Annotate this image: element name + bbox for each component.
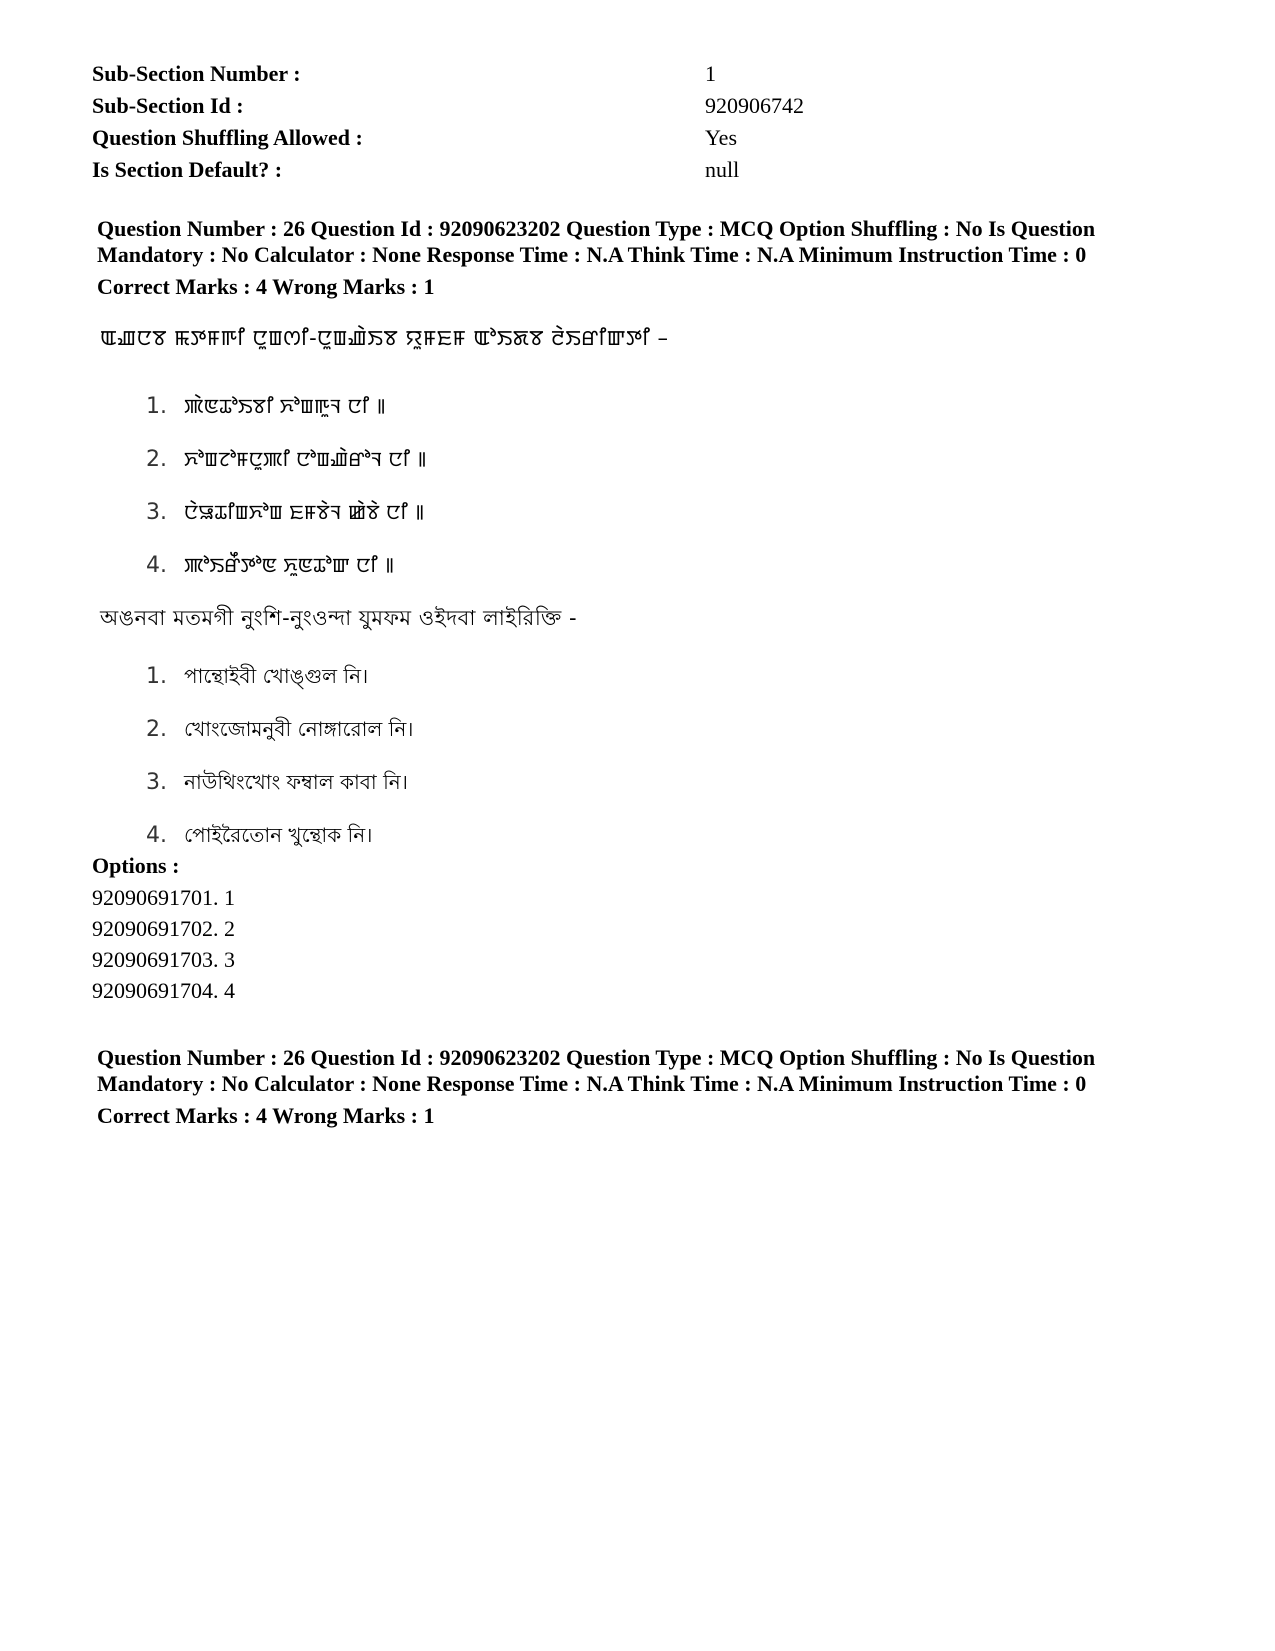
list-item: [100, 539, 740, 592]
list-item-text: ꯄꯣꯏꯔꯩꯇꯣꯟ ꯈꯨꯟꯊꯣꯛ ꯅꯤ ꯫: [184, 553, 395, 577]
list-item: [100, 650, 740, 703]
options-list: [92, 850, 235, 1006]
question-list-bengali: [100, 650, 740, 862]
question-header-line: Mandatory : No Calculator : None Response Time : N.A Think Time : N.A Minimum Instruction Time : 0: [97, 242, 1087, 267]
question-header-line: Question Number : 26 Question Id : 92090623202 Question Type : MCQ Option Shuffling : No Is Question: [97, 216, 1096, 241]
meta-value: 920906742: [705, 93, 804, 118]
question-marks: Correct Marks : 4 Wrong Marks : 1: [97, 1103, 435, 1128]
list-item-number: 2.: [146, 447, 167, 472]
list-item-text: ꯅꯥꯎꯊꯤꯡꯈꯣꯡ ꯐꯝꯕꯥꯜ ꯀꯥꯕꯥ ꯅꯤ ꯫: [184, 500, 425, 524]
list-item: [100, 380, 740, 433]
question-list-meetei: [100, 380, 740, 592]
list-item: [100, 433, 740, 486]
list-item-text: পোইরৈতোন খুন্থোক নি।: [184, 823, 373, 847]
meta-row-subsection-id: [92, 90, 804, 122]
meta-label: Is Section Default? :: [92, 157, 283, 182]
meta-row-subsection-number: [92, 58, 792, 90]
meta-row-section-default: [92, 154, 792, 186]
list-item-number: 4.: [146, 823, 167, 848]
list-item-text: নাউথিংখোং ফম্বাল কাবা নি।: [184, 770, 408, 794]
option-item: 92090691701. 1: [92, 885, 235, 910]
question-header-line: Mandatory : No Calculator : None Response Time : N.A Think Time : N.A Minimum Instruction Time : 0: [97, 1071, 1087, 1096]
question-content: [100, 318, 740, 862]
question-header: [97, 216, 1187, 300]
list-item-text: খোংজোমনুবী নোঙ্গারোল নি।: [184, 717, 414, 741]
list-item-number: 1.: [146, 664, 167, 689]
list-item-number: 1.: [146, 394, 167, 419]
list-item-number: 3.: [146, 500, 167, 525]
meta-value: Yes: [705, 125, 738, 150]
list-item-text: ꯈꯣꯡꯖꯣꯝꯅꯨꯄꯤ ꯅꯣꯡꯉꯥꯔꯣꯜ ꯅꯤ ꯫: [184, 447, 427, 471]
list-item-text: ꯄꯥꯟꯊꯣꯏꯕꯤ ꯈꯣꯡꯒꯨꯜ ꯅꯤ ꯫: [184, 394, 386, 418]
meta-label: Question Shuffling Allowed :: [92, 125, 363, 150]
option-item: 92090691704. 4: [92, 978, 235, 1003]
question-marks: Correct Marks : 4 Wrong Marks : 1: [97, 274, 435, 299]
option-item: 92090691702. 2: [92, 916, 235, 941]
section-metadata: [92, 58, 804, 186]
meta-label: Sub-Section Number :: [92, 61, 301, 86]
meta-label: Sub-Section Id :: [92, 93, 244, 118]
meta-value: 1: [705, 61, 716, 86]
list-item: [100, 486, 740, 539]
options-title: Options :: [92, 853, 180, 878]
list-item-number: 2.: [146, 717, 167, 742]
list-item: [100, 703, 740, 756]
option-item: 92090691703. 3: [92, 947, 235, 972]
list-item: [100, 756, 740, 809]
list-item-text: পান্থোইবী খোঙ্গুল নি।: [184, 664, 369, 688]
question-header-line: Question Number : 26 Question Id : 92090623202 Question Type : MCQ Option Shuffling : No Is Question: [97, 1045, 1096, 1070]
question-intro-bengali: অঙনবা মতমগী নুংশি-নুংওন্দা যুমফম ওইদবা লাইরিক্তি -: [100, 606, 578, 630]
meta-row-question-shuffling: [92, 122, 792, 154]
list-item-number: 3.: [146, 770, 167, 795]
question-intro-meetei: ꯑꯉꯅꯕ ꯃꯇꯝꯒꯤ ꯅꯨꯡꯁꯤ-ꯅꯨꯡꯉꯥꯏꯕ ꯌꯨꯝꯐꯝ ꯑꯣꯏꯗꯕ ꯂꯥꯏꯔꯤꯛꯇꯤ –: [100, 326, 669, 350]
list-item-number: 4.: [146, 553, 167, 578]
question-header: [97, 1045, 1187, 1129]
meta-value: null: [705, 157, 740, 182]
